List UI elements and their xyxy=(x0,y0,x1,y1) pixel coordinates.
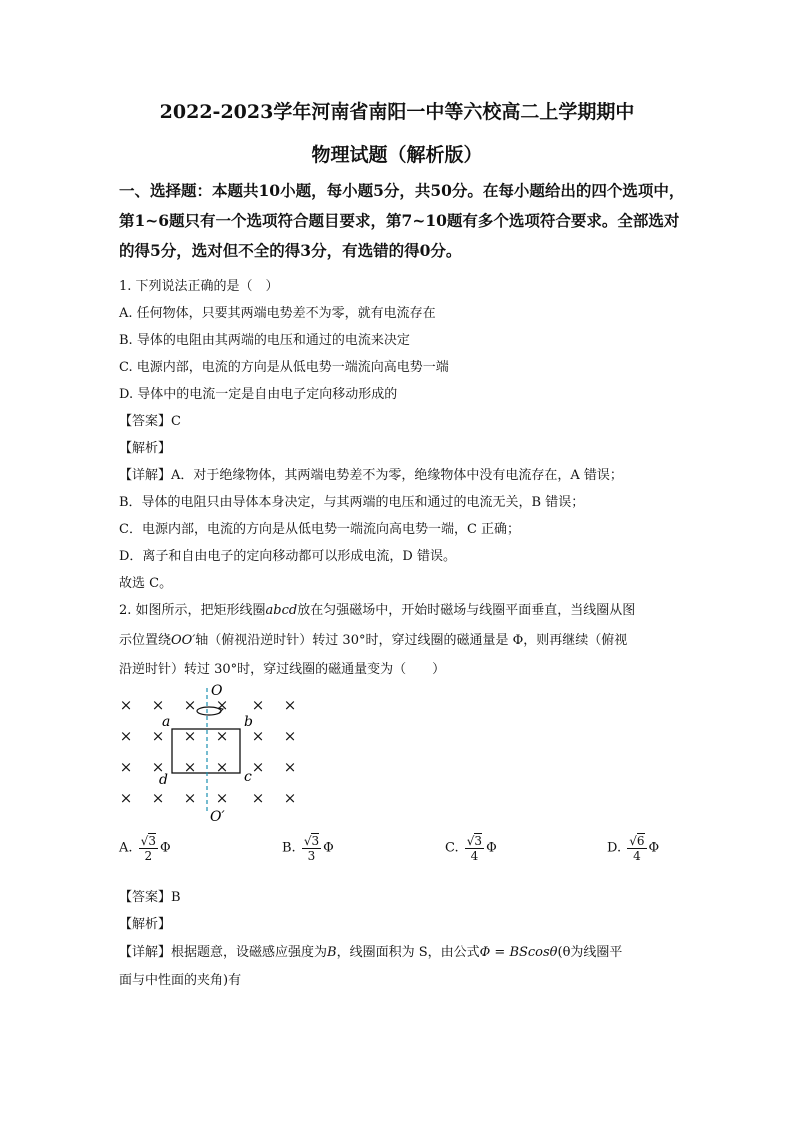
magnetic-field-figure xyxy=(110,680,310,825)
q2-analysis-label: 【解析】 xyxy=(119,917,172,932)
q1-stem: 1. 下列说法正确的是（ ） xyxy=(119,279,279,294)
cross-mark: × xyxy=(151,727,165,745)
q2-detail-line-1: 【详解】根据题意，设磁感应强度为B，线圈面积为 S，由公式Φ = BScosθ(θ为线圈平 xyxy=(119,945,623,960)
cross-mark: × xyxy=(215,696,229,714)
flux-formula: Φ = BScosθ xyxy=(479,945,558,960)
q1-option-b: B. 导体的电阻由其两端的电压和通过的电流来决定 xyxy=(119,333,410,348)
label-c: c xyxy=(244,769,252,785)
q1-option-a: A. 任何物体，只要其两端电势差不为零，就有电流存在 xyxy=(119,306,436,321)
cross-mark: × xyxy=(119,758,133,776)
q1-option-c: C. 电源内部，电流的方向是从低电势一端流向高电势一端 xyxy=(119,360,449,375)
coil-rectangle xyxy=(172,729,240,773)
field-crosses xyxy=(120,696,297,807)
q1-detail-d: D．离子和自由电子的定向移动都可以形成电流，D 错误。 xyxy=(119,549,456,564)
q2-option-d: D. $\frac{√6}{4}$ Φ xyxy=(607,834,660,863)
coil-name: abcd xyxy=(265,603,298,618)
q1-detail-c: C．电源内部，电流的方向是从低电势一端流向高电势一端，C 正确； xyxy=(119,522,521,537)
q2-answer: 【答案】B xyxy=(119,890,181,905)
axis-name: OO′ xyxy=(171,633,196,648)
q2-stem-line-1: 2. 如图所示，把矩形线圈abcd放在匀强磁场中，开始时磁场与线圈平面垂直，当线圈从图 xyxy=(119,603,636,618)
cross-mark: × xyxy=(119,727,133,745)
fraction: $\frac{√3}{4}$ xyxy=(466,834,483,863)
fraction: $\frac{√3}{3}$ xyxy=(303,834,320,863)
cross-mark: × xyxy=(151,789,165,807)
cross-mark: × xyxy=(251,727,265,745)
cross-mark: × xyxy=(151,758,165,776)
cross-mark: × xyxy=(283,758,297,776)
title-line-2: 物理试题（解析版） xyxy=(311,144,483,166)
fraction: $\frac{√6}{4}$ xyxy=(629,834,645,863)
q2-option-a: A. $\frac{√3}{2}$ Φ xyxy=(119,834,171,863)
q2-detail-line-2: 面与中性面的夹角)有 xyxy=(119,973,242,988)
q1-analysis-label: 【解析】 xyxy=(119,441,172,456)
cross-mark: × xyxy=(215,727,229,745)
label-O-prime: O′ xyxy=(210,809,225,825)
section-heading: 一、选择题：本题共10小题，每小题5分，共50分。在每小题给出的四个选项中，第1~6题只有一个选项符合题目要求，第7~10题有多个选项符合要求。全部选对的得5分，选对但不全的得3分，有选错的得0分。 xyxy=(119,181,685,260)
cross-mark: × xyxy=(215,789,229,807)
symbol-B: B xyxy=(327,945,337,960)
fraction: $\frac{√3}{2}$ xyxy=(140,834,156,863)
cross-mark: × xyxy=(283,789,297,807)
q2-option-c: C. $\frac{√3}{4}$ Φ xyxy=(445,834,497,863)
label-b: b xyxy=(244,714,253,730)
cross-mark: × xyxy=(119,789,133,807)
cross-mark: × xyxy=(183,696,197,714)
cross-mark: × xyxy=(119,696,133,714)
q1-option-d: D. 导体中的电流一定是自由电子定向移动形成的 xyxy=(119,387,398,402)
cross-mark: × xyxy=(251,696,265,714)
q1-answer: 【答案】C xyxy=(119,414,181,429)
q2-stem-line-3: 沿逆时针）转过 30°时，穿过线圈的磁通量变为（ ） xyxy=(119,662,446,677)
cross-mark: × xyxy=(183,727,197,745)
q2-option-b: B. $\frac{√3}{3}$ Φ xyxy=(282,834,334,863)
cross-mark: × xyxy=(283,727,297,745)
q2-stem-line-2: 示位置绕OO′轴（俯视沿逆时针）转过 30°时，穿过线圈的磁通量是 Φ，则再继续（俯视 xyxy=(119,633,628,648)
label-a: a xyxy=(162,714,171,730)
cross-mark: × xyxy=(183,758,197,776)
cross-mark: × xyxy=(183,789,197,807)
q1-detail-a: 【详解】A．对于绝缘物体，其两端电势差不为零，绝缘物体中没有电流存在，A 错误； xyxy=(119,468,623,483)
cross-mark: × xyxy=(251,789,265,807)
cross-mark: × xyxy=(215,758,229,776)
cross-mark: × xyxy=(283,696,297,714)
q1-conclusion: 故选 C。 xyxy=(119,576,173,591)
q1-detail-b: B．导体的电阻只由导体本身决定，与其两端的电压和通过的电流无关，B 错误； xyxy=(119,495,585,510)
cross-mark: × xyxy=(151,696,165,714)
cross-mark: × xyxy=(251,758,265,776)
label-O: O xyxy=(211,683,223,699)
label-d: d xyxy=(159,772,168,788)
title-line-1: 2022-2023学年河南省南阳一中等六校高二上学期期中 xyxy=(159,101,635,123)
